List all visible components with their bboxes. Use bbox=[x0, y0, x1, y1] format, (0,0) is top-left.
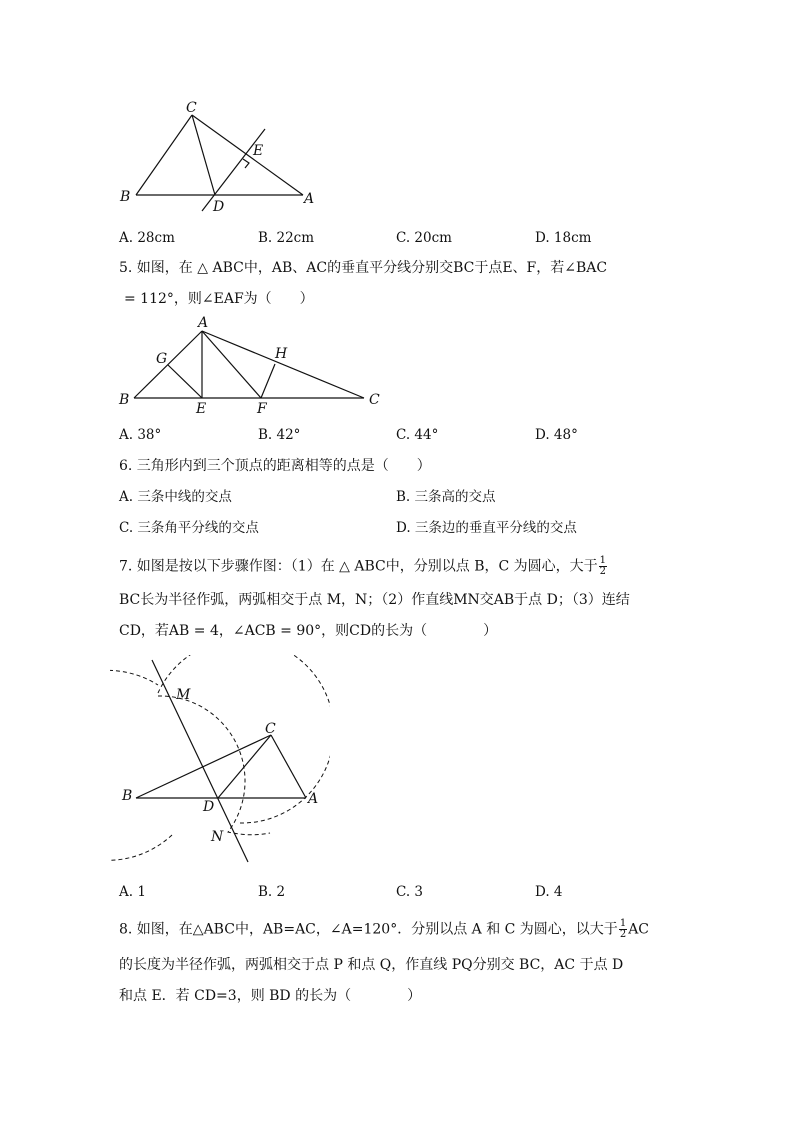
label-h: H bbox=[275, 346, 288, 362]
label-b: B bbox=[122, 788, 133, 804]
q4-option-c[interactable]: C. 20cm bbox=[396, 230, 452, 246]
q7-option-d[interactable]: D. 4 bbox=[535, 884, 563, 900]
label-a: A bbox=[304, 191, 315, 207]
q5-stem-line1: 5. 如图，在 △ ABC中，AB、AC的垂直平分线分别交BC于点E、F，若∠BAC bbox=[119, 260, 608, 276]
q7-stem-line1-text: 7. 如图是按以下步骤作图：（1）在 △ ABC中，分别以点 B，C 为圆心，大于 bbox=[119, 558, 598, 575]
q7-stem-line2: BC长为半径作弧，两弧相交于点 M，N；（2）作直线MN交AB于点 D；（3）连结 bbox=[119, 592, 630, 608]
q7-stem-line3: CD，若AB = 4，∠ACB = 90°，则CD的长为（ ） bbox=[119, 623, 498, 639]
q4-option-d[interactable]: D. 18cm bbox=[535, 230, 592, 246]
figure-q5 bbox=[110, 312, 390, 417]
q4-option-b[interactable]: B. 22cm bbox=[258, 230, 315, 246]
q8-stem-line1 bbox=[119, 919, 649, 940]
q7-stem-line1 bbox=[119, 556, 608, 577]
fraction-one-half bbox=[599, 556, 607, 577]
label-b: B bbox=[119, 392, 130, 408]
fraction-one-half bbox=[619, 919, 627, 940]
figure-q4 bbox=[110, 95, 330, 220]
q7-option-c[interactable]: C. 3 bbox=[396, 884, 424, 900]
label-m: M bbox=[176, 687, 191, 703]
q5-option-a[interactable]: A. 38° bbox=[119, 427, 162, 443]
label-a: A bbox=[308, 791, 319, 807]
label-d: D bbox=[203, 799, 215, 815]
label-c: C bbox=[186, 100, 197, 116]
label-c: C bbox=[265, 721, 276, 737]
label-d: D bbox=[213, 199, 225, 215]
label-n: N bbox=[211, 829, 224, 845]
fraction-denominator: 2 bbox=[619, 929, 627, 940]
q6-option-a[interactable]: A. 三条中线的交点 bbox=[119, 489, 232, 505]
q7-option-a[interactable]: A. 1 bbox=[119, 884, 146, 900]
label-f: F bbox=[257, 401, 267, 417]
label-e: E bbox=[196, 401, 207, 417]
q8-stem-line3: 和点 E．若 CD=3，则 BD 的长为（ ） bbox=[119, 988, 422, 1004]
q4-option-a[interactable]: A. 28cm bbox=[119, 230, 175, 246]
q6-option-c[interactable]: C. 三条角平分线的交点 bbox=[119, 520, 259, 536]
label-a: A bbox=[198, 315, 209, 331]
label-g: G bbox=[156, 351, 168, 367]
fraction-denominator: 2 bbox=[599, 566, 607, 577]
fraction-numerator: 1 bbox=[619, 918, 627, 929]
figure-q7 bbox=[110, 655, 330, 870]
q5-option-d[interactable]: D. 48° bbox=[535, 427, 578, 443]
q8-stem-line1-tail: AC bbox=[628, 921, 650, 938]
q5-option-c[interactable]: C. 44° bbox=[396, 427, 439, 443]
q7-option-b[interactable]: B. 2 bbox=[258, 884, 286, 900]
q8-stem-line2: 的长度为半径作弧，两弧相交于点 P 和点 Q，作直线 PQ分别交 BC，AC 于点 D bbox=[119, 957, 624, 973]
q6-option-b[interactable]: B. 三条高的交点 bbox=[396, 489, 496, 505]
label-e: E bbox=[253, 143, 264, 159]
q5-option-b[interactable]: B. 42° bbox=[258, 427, 301, 443]
label-b: B bbox=[120, 189, 131, 205]
q6-stem-line1: 6. 三角形内到三个顶点的距离相等的点是（ ） bbox=[119, 458, 431, 474]
q6-option-d[interactable]: D. 三条边的垂直平分线的交点 bbox=[396, 520, 577, 536]
fraction-numerator: 1 bbox=[599, 555, 607, 566]
label-c: C bbox=[369, 392, 380, 408]
q5-stem-line2: = 112°，则∠EAF为（ ） bbox=[124, 291, 314, 307]
q8-stem-line1-text: 8. 如图，在△ABC中，AB=AC，∠A=120°．分别以点 A 和 C 为圆心，以大于 bbox=[119, 921, 618, 938]
